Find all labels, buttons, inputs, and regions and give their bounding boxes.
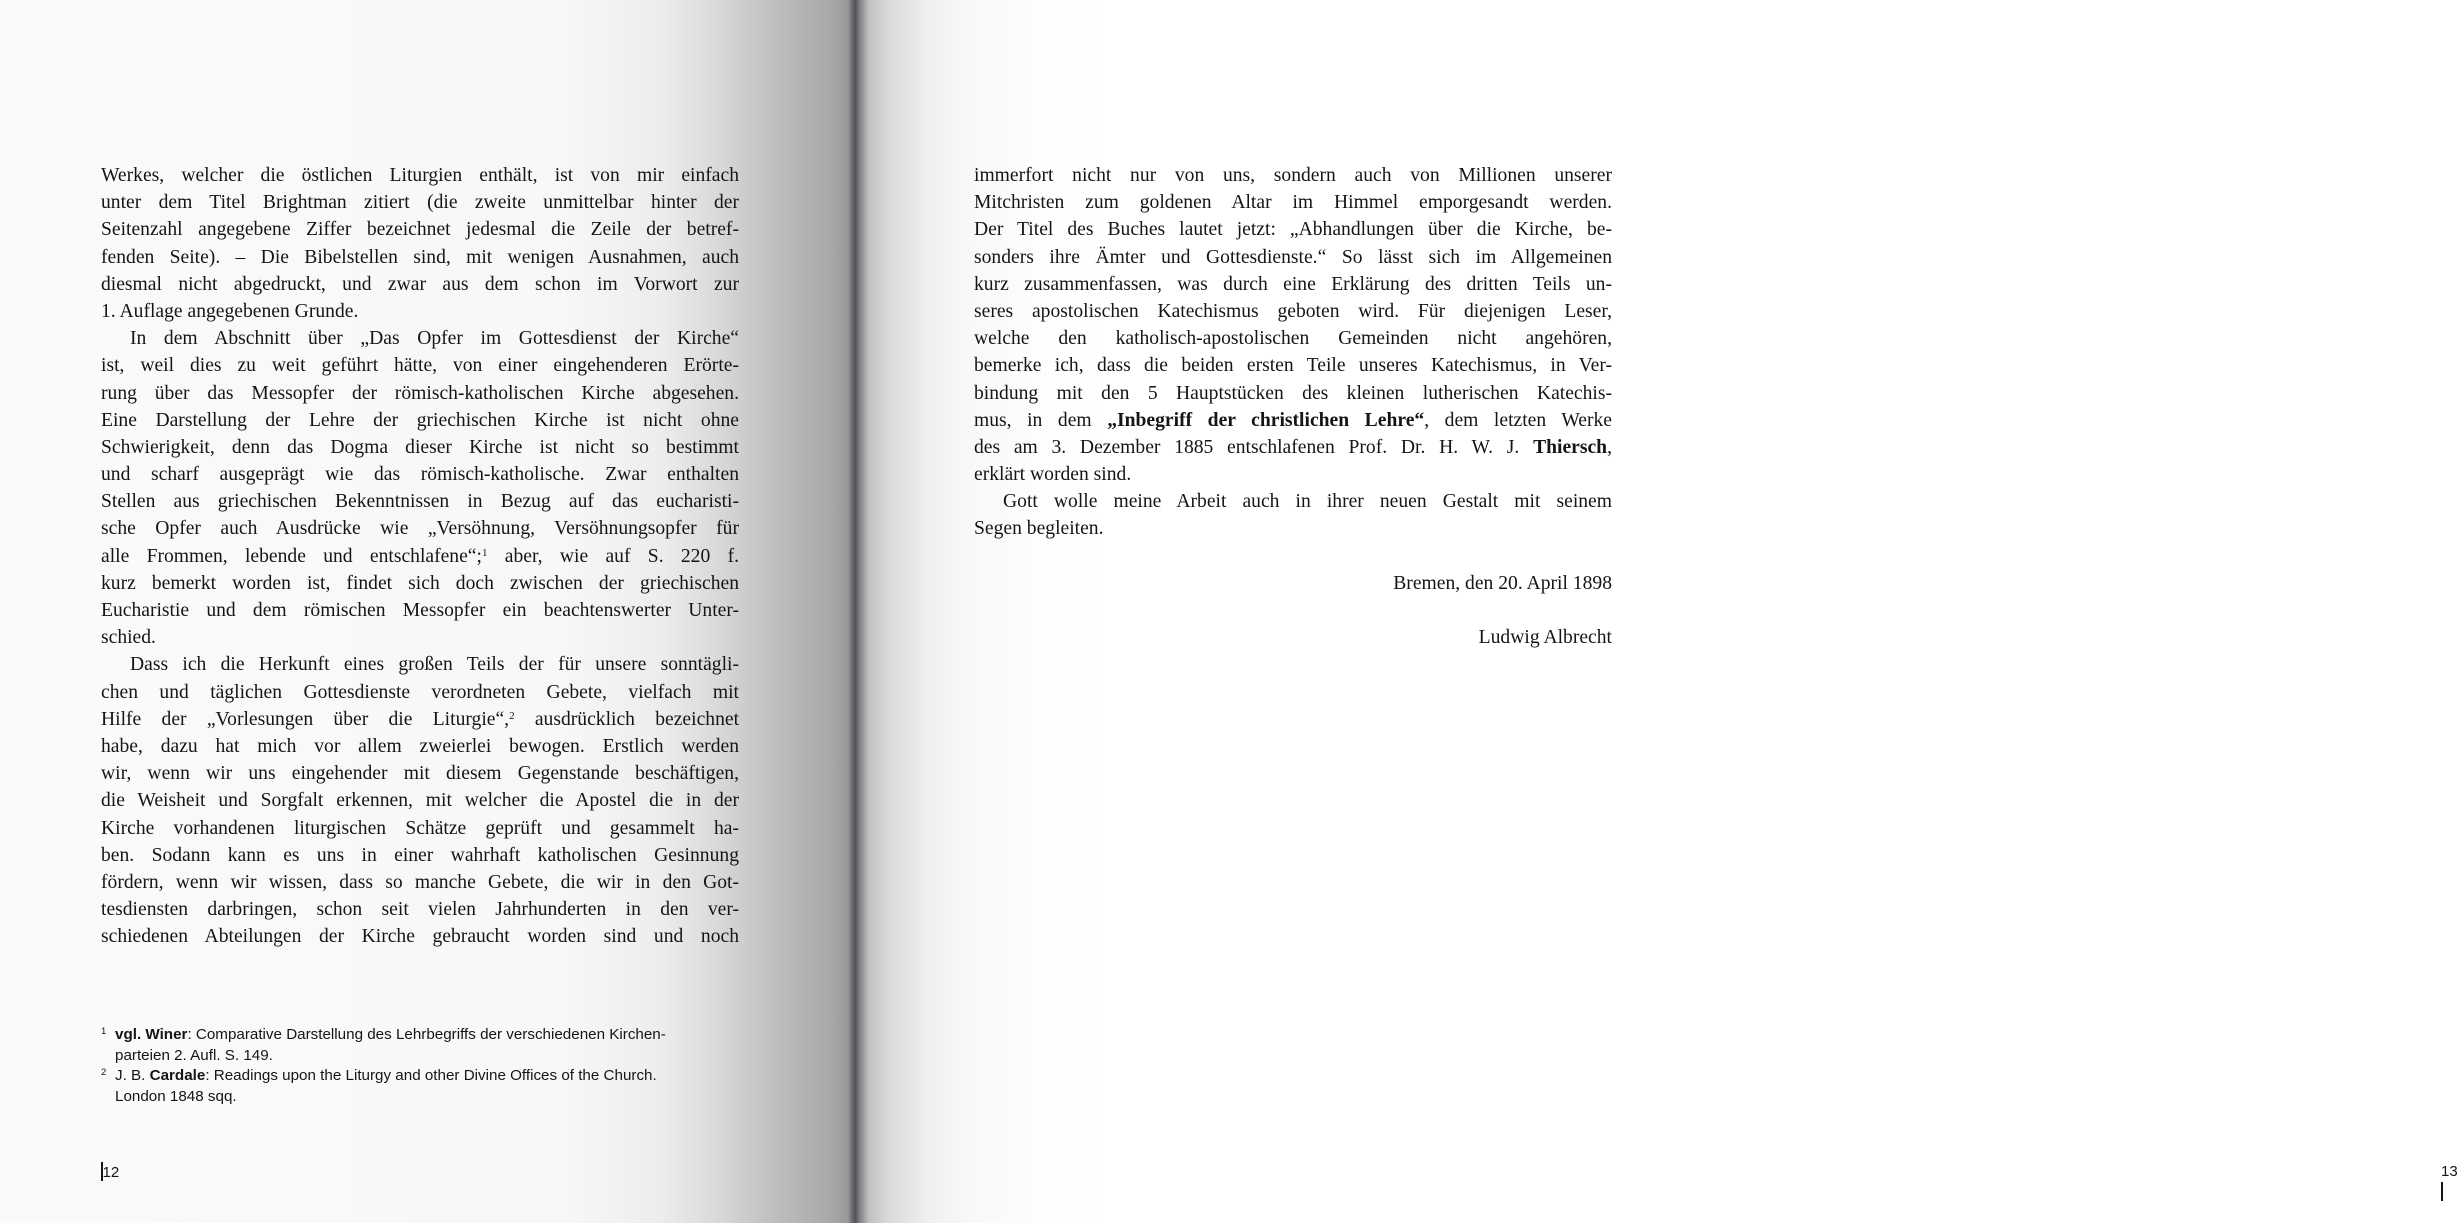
place-date: Bremen, den 20. April 1898 bbox=[1393, 572, 1612, 594]
footnote-mark: 2 bbox=[101, 1067, 107, 1078]
spacer bbox=[974, 597, 1612, 624]
signature: Ludwig Albrecht bbox=[1478, 627, 1612, 649]
footnote-2 bbox=[101, 1066, 741, 1107]
footnote-mark: 1 bbox=[101, 1026, 107, 1037]
text-fragment: alle Frommen, lebende und entschlafene“; bbox=[101, 545, 482, 567]
text-line: Eine Darstellung der Lehre der griechischen Kirche ist nicht ohne bbox=[101, 409, 739, 431]
page-number-left bbox=[101, 1162, 119, 1183]
text-line: Segen begleiten. bbox=[974, 518, 1104, 540]
page-number: 12 bbox=[102, 1164, 120, 1181]
page-number: 13 bbox=[2441, 1163, 2458, 1180]
text-line: fenden Seite). – Die Bibelstellen sind, mit wenigen Ausnahmen, auch bbox=[101, 246, 739, 268]
text-line: Werkes, welcher die östlichen Liturgien enthält, ist von mir einfach bbox=[101, 165, 739, 186]
text-line: Gott wolle meine Arbeit auch in ihrer neuen Gestalt mit seinem bbox=[1003, 491, 1612, 513]
text-line: unter dem Titel Brightman zitiert (die zweite unmittelbar hinter der bbox=[101, 192, 739, 214]
footnote-line bbox=[115, 1066, 741, 1087]
text-fragment: , dem letzten Werke bbox=[1424, 409, 1612, 431]
author-name: Thiersch bbox=[1533, 436, 1608, 458]
footnote-line: London 1848 sqq. bbox=[115, 1087, 237, 1105]
text-line: fördern, wenn wir wissen, dass so manche Gebete, die wir in den Got- bbox=[101, 871, 739, 893]
text-line: Dass ich die Herkunft eines großen Teils der für unsere sonntägli- bbox=[130, 654, 739, 676]
page-number-right bbox=[2441, 1162, 2458, 1203]
footnote-line: parteien 2. Aufl. S. 149. bbox=[115, 1046, 273, 1064]
text-line: In dem Abschnitt über „Das Opfer im Gottesdienst der Kirche“ bbox=[130, 328, 739, 350]
text-fragment: ausdrücklich bezeichnet bbox=[514, 708, 740, 730]
text-fragment: Hilfe der „Vorlesungen über die Liturgie“, bbox=[101, 708, 510, 730]
text-line: ist, weil dies zu weit geführt hätte, von einer eingehenderen Erörte- bbox=[101, 355, 739, 377]
text-line: diesmal nicht abgedruckt, und zwar aus dem schon im Vorwort zur bbox=[101, 273, 739, 295]
footnotes bbox=[101, 1025, 741, 1107]
footnote-text: : Readings upon the Liturgy and other Divine Offices of the Church. bbox=[205, 1067, 657, 1084]
spacer bbox=[974, 543, 1612, 570]
text-line: sche Opfer auch Ausdrücke wie „Versöhnung, Versöhnungsopfer für bbox=[101, 518, 739, 540]
text-line: chen und täglichen Gottesdienste verordneten Gebete, vielfach mit bbox=[101, 681, 739, 703]
text-fragment: des am 3. Dezember 1885 entschlafenen Prof. Dr. H. W. J. bbox=[974, 436, 1534, 458]
text-line: wir, wenn wir uns eingehender mit diesem Gegenstande beschäftigen, bbox=[101, 763, 739, 785]
text-line: Mitchristen zum goldenen Altar im Himmel emporgesandt werden. bbox=[974, 192, 1612, 214]
folio-bar bbox=[2441, 1182, 2443, 1201]
text-line: kurz bemerkt worden ist, findet sich doch zwischen der griechischen bbox=[101, 572, 739, 594]
text-line bbox=[101, 706, 739, 733]
text-line: schied. bbox=[101, 627, 156, 649]
text-line: seres apostolischen Katechismus geboten wird. Für diejenigen Leser, bbox=[974, 300, 1612, 322]
text-line: immerfort nicht nur von uns, sondern auch von Millionen unserer bbox=[974, 165, 1612, 186]
text-line: rung über das Messopfer der römisch-katholischen Kirche abgesehen. bbox=[101, 382, 739, 404]
text-line: Der Titel des Buches lautet jetzt: „Abhandlungen über die Kirche, be- bbox=[974, 219, 1612, 241]
right-page bbox=[855, 0, 2458, 1223]
text-line: Schwierigkeit, denn das Dogma dieser Kirche ist nicht so bestimmt bbox=[101, 436, 739, 458]
text-line: erklärt worden sind. bbox=[974, 464, 1132, 486]
text-fragment: , bbox=[1607, 436, 1612, 458]
text-fragment: aber, wie auf S. 220 f. bbox=[487, 545, 740, 567]
text-fragment: mus, in dem bbox=[974, 409, 1108, 431]
footnote-author: vgl. Winer bbox=[115, 1026, 188, 1043]
text-line: bindung mit den 5 Hauptstücken des kleinen lutherischen Katechis- bbox=[974, 382, 1612, 404]
text-line: bemerke ich, dass die beiden ersten Teile unseres Katechismus, in Ver- bbox=[974, 355, 1612, 377]
footnote-ref-1[interactable]: 1 bbox=[481, 546, 488, 559]
text-line: tesdiensten darbringen, schon seit vielen Jahrhunderten in den ver- bbox=[101, 899, 739, 921]
text-line bbox=[974, 434, 1612, 461]
text-line: Kirche vorhandenen liturgischen Schätze geprüft und gesammelt ha- bbox=[101, 817, 739, 839]
text-line: sonders ihre Ämter und Gottesdienste.“ So lässt sich im Allgemeinen bbox=[974, 246, 1612, 268]
left-page-body bbox=[101, 162, 739, 950]
book-title: „Inbegriff der christlichen Lehre“ bbox=[1107, 409, 1425, 431]
text-line bbox=[974, 407, 1612, 434]
footnote-ref-2[interactable]: 2 bbox=[509, 709, 515, 722]
text-line bbox=[101, 543, 739, 570]
footnote-text: : Comparative Darstellung des Lehrbegriffs der verschiedenen Kirchen- bbox=[187, 1026, 666, 1043]
text-line: ben. Sodann kann es uns in einer wahrhaft katholischen Gesinnung bbox=[101, 844, 739, 866]
left-page bbox=[0, 0, 855, 1223]
text-line: Eucharistie und dem römischen Messopfer ein beachtenswerter Unter- bbox=[101, 600, 739, 621]
text-line: und scharf ausgeprägt wie das römisch-katholische. Zwar enthalten bbox=[101, 464, 739, 486]
text-line: 1. Auflage angegebenen Grunde. bbox=[101, 300, 359, 322]
footnote-line bbox=[115, 1025, 741, 1046]
text-line: welche den katholisch-apostolischen Gemeinden nicht angehören, bbox=[974, 328, 1612, 350]
text-line: habe, dazu hat mich vor allem zweierlei bewogen. Erstlich werden bbox=[101, 735, 739, 757]
text-line: schiedenen Abteilungen der Kirche gebraucht worden sind und noch bbox=[101, 926, 739, 948]
text-line: kurz zusammenfassen, was durch eine Erklärung des dritten Teils un- bbox=[974, 273, 1612, 295]
footnote-text: J. B. bbox=[115, 1067, 150, 1084]
text-line: Stellen aus griechischen Bekenntnissen in Bezug auf das eucharisti- bbox=[101, 491, 739, 513]
footnote-author: Cardale bbox=[149, 1067, 206, 1084]
text-line: Seitenzahl angegebene Ziffer bezeichnet jedesmal die Zeile der betref- bbox=[101, 219, 739, 241]
right-page-body bbox=[974, 162, 1612, 651]
footnote-1 bbox=[101, 1025, 741, 1066]
text-line: die Weisheit und Sorgfalt erkennen, mit welcher die Apostel die in der bbox=[101, 790, 739, 812]
